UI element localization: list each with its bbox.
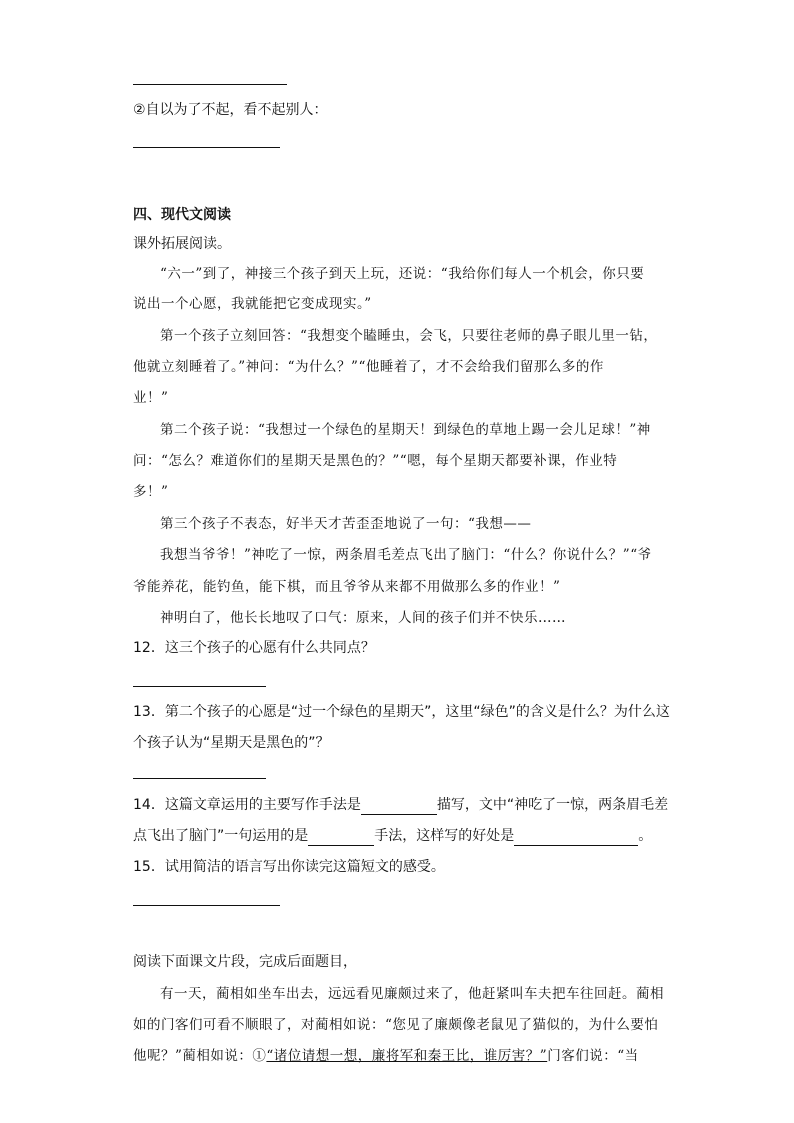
passage-line: 第三个孩子不表态，好半天才苦歪歪地说了一句：“我想——	[160, 516, 532, 532]
answer-line[interactable]	[133, 84, 287, 85]
passage-line: 他就立刻睡着了。”神问：“为什么？”“他睡着了，才不会给我们留那么多的作	[133, 359, 604, 375]
question-14-text-a: 14．这篇文章运用的主要写作手法是	[133, 797, 361, 813]
fill-blank[interactable]	[514, 829, 638, 846]
passage-text: 门客们说：“当	[547, 1048, 639, 1064]
question-14-text-d: 手法，这样写的好处是	[374, 828, 515, 844]
question-15: 15．试用简洁的语言写出你读完这篇短文的感受。	[133, 859, 445, 875]
question-13-line2: 个孩子认为“星期天是黑色的”？	[133, 735, 330, 751]
question-14-text-b: 描写，文中“神吃了一惊，两条眉毛差	[436, 797, 669, 813]
question-14-text-c: 点飞出了脑门”一句运用的是	[133, 828, 309, 844]
passage-text: 他呢？”蔺相如说：	[133, 1048, 253, 1064]
question-14-line1	[133, 795, 668, 815]
question-13-line1: 13．第二个孩子的心愿是“过一个绿色的星期天”，这里“绿色”的含义是什么？为什么这	[133, 704, 670, 720]
section-title: 四、现代文阅读	[133, 207, 231, 223]
passage-line: “六一”到了，神接三个孩子到天上玩，还说：“我给你们每人一个机会，你只要	[160, 266, 645, 282]
answer-line[interactable]	[133, 147, 280, 148]
question-item-2: ②自以为了不起，看不起别人：	[133, 102, 328, 118]
circled-marker: ①	[252, 1048, 267, 1064]
passage-line: 第一个孩子立刻回答：“我想变个瞌睡虫，会飞，只要往老师的鼻子眼儿里一钻，	[160, 328, 658, 344]
passage-line: 问：“怎么？难道你们的星期天是黑色的？”“嗯，每个星期天都要补课，作业特	[133, 453, 618, 469]
underlined-sentence: “诸位请想一想，廉将军和秦王比，谁厉害？”	[266, 1048, 548, 1064]
section-intro: 课外拓展阅读。	[133, 236, 231, 252]
passage-line: 如的门客们可看不顺眼了，对蔺相如说：“您见了廉颇像老鼠见了猫似的，为什么要怕	[133, 1017, 659, 1033]
fill-blank[interactable]	[308, 829, 374, 846]
passage-line: 业！”	[133, 390, 169, 406]
passage-line: 神明白了，他长长地叹了口气：原来，人间的孩子们并不快乐……	[160, 610, 566, 626]
passage-line: 说出一个心愿，我就能把它变成现实。”	[133, 296, 372, 312]
answer-line[interactable]	[133, 778, 266, 779]
passage-line: 多！”	[133, 484, 169, 500]
passage-line: 第二个孩子说：“我想过一个绿色的星期天！到绿色的草地上踢一会儿足球！”神	[160, 422, 651, 438]
passage-line	[133, 1046, 639, 1066]
question-14-text-e: 。	[638, 828, 653, 844]
passage-line: 有一天，蔺相如坐车出去，远远看见廉颇过来了，他赶紧叫车夫把车往回赶。蔺相	[160, 986, 664, 1002]
question-14-line2	[133, 826, 652, 846]
fill-blank[interactable]	[361, 798, 437, 815]
passage-line: 我想当爷爷！”神吃了一惊，两条眉毛差点飞出了脑门：“什么？你说什么？”“爷	[160, 547, 652, 563]
answer-line[interactable]	[133, 686, 266, 687]
question-12: 12．这三个孩子的心愿有什么共同点？	[133, 640, 375, 656]
passage-line: 爷能养花，能钓鱼，能下棋，而且爷爷从来都不用做那么多的作业！”	[133, 579, 561, 595]
answer-line[interactable]	[133, 905, 280, 906]
reading-intro: 阅读下面课文片段，完成后面题目，	[133, 954, 357, 970]
